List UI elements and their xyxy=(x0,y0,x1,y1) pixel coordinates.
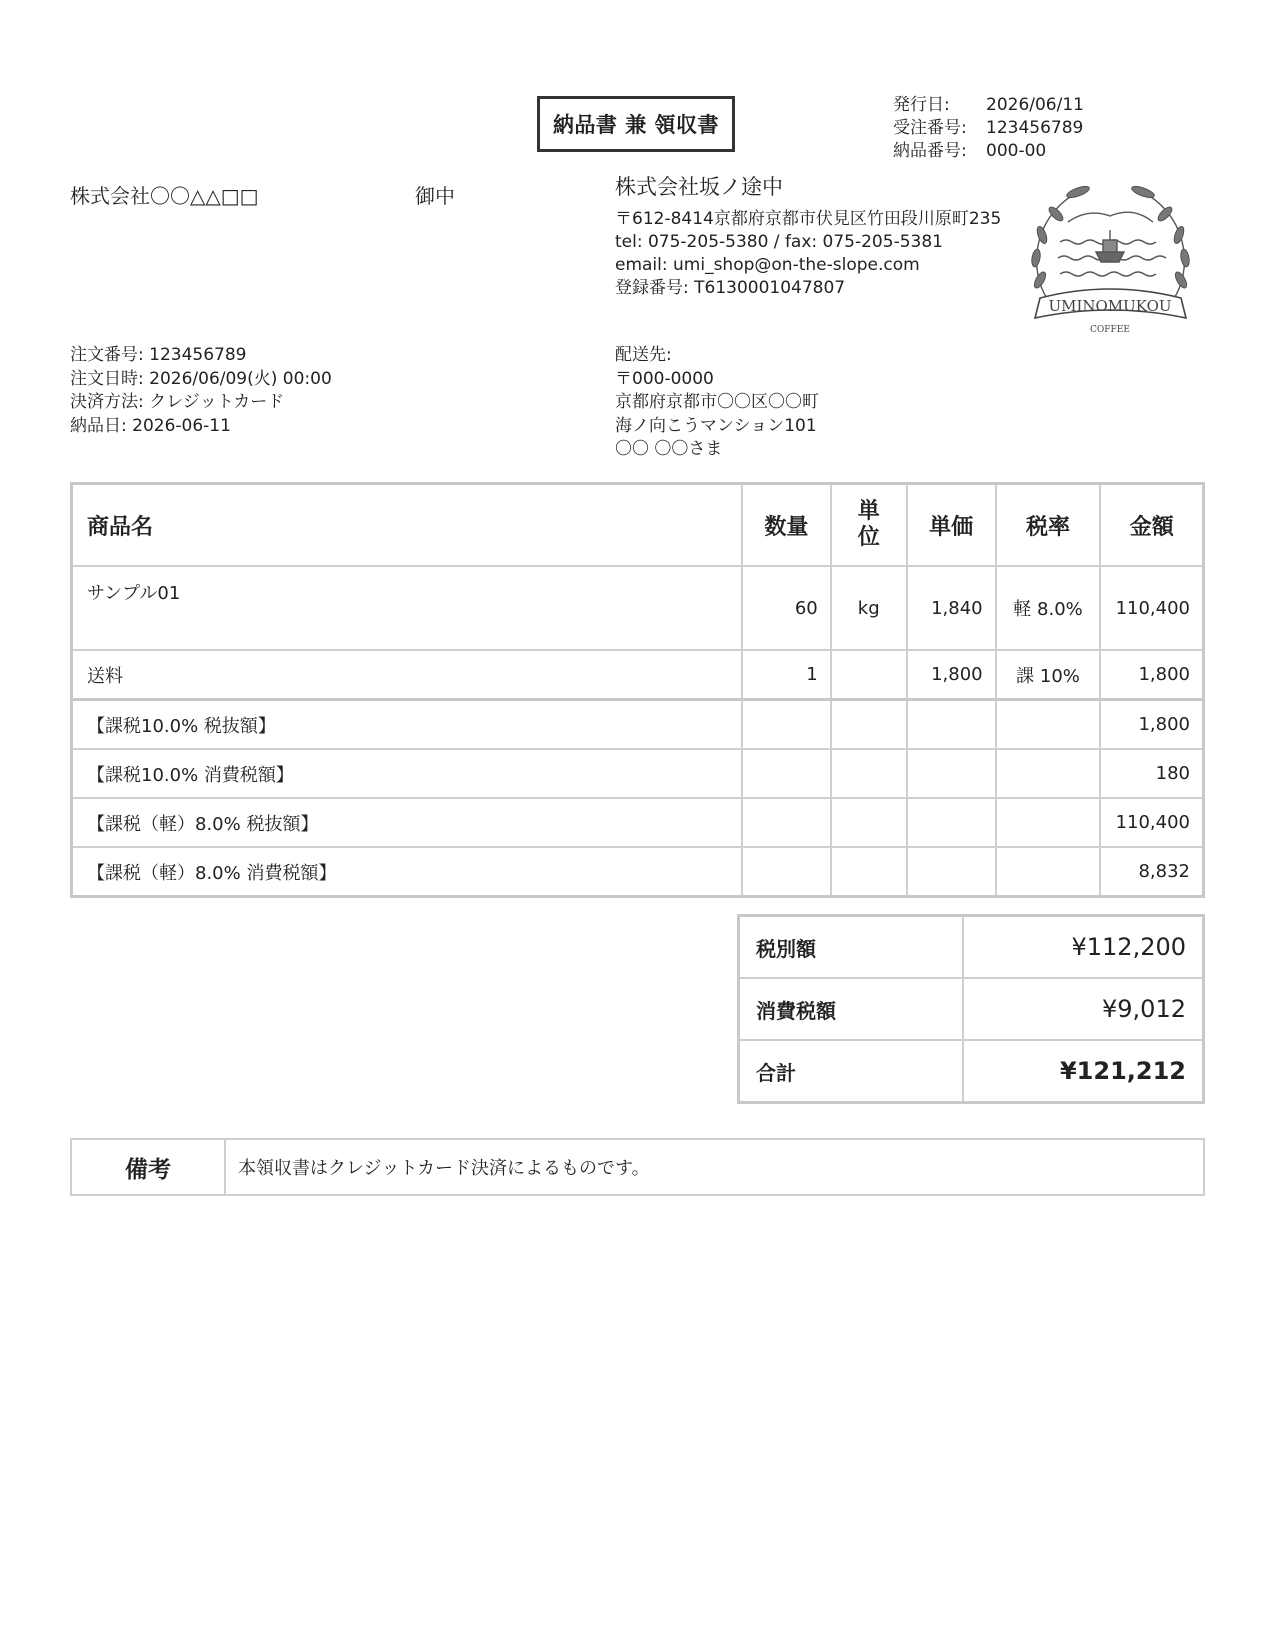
tax-summary-row xyxy=(72,798,1204,847)
shipping-postal: 〒000-0000 xyxy=(615,368,714,389)
item-price: 1,800 xyxy=(907,650,996,700)
grand-total-row xyxy=(739,1040,1204,1103)
recipient-honorific: 御中 xyxy=(415,184,455,208)
totals-value: ¥9,012 xyxy=(963,978,1204,1040)
item-unit: kg xyxy=(831,566,907,650)
item-price: 1,840 xyxy=(907,566,996,650)
header-qty: 数量 xyxy=(742,484,831,567)
summary-label: 【課税10.0% 税抜額】 xyxy=(72,700,742,750)
item-tax: 軽 8.0% xyxy=(996,566,1101,650)
table-header-row xyxy=(72,484,1204,567)
seller-name: 株式会社坂ノ途中 xyxy=(615,175,783,199)
header-unit: 単位 xyxy=(831,484,907,567)
remarks-table xyxy=(70,1138,1205,1196)
totals-label: 消費税額 xyxy=(739,978,964,1040)
seller-email: email: umi_shop@on-the-slope.com xyxy=(615,255,920,275)
seller-tel-fax: tel: 075-205-5380 / fax: 075-205-5381 xyxy=(615,232,943,252)
meta-value: 000-00 xyxy=(986,141,1047,161)
shipping-name: 〇〇 〇〇さま xyxy=(615,439,723,459)
uminomukou-logo xyxy=(1018,180,1203,340)
item-tax: 課 10% xyxy=(996,650,1101,700)
tax-summary-row xyxy=(72,847,1204,897)
subtotal-row xyxy=(739,916,1204,979)
seller-registration: 登録番号: T6130001047807 xyxy=(615,278,846,298)
issue-date-row xyxy=(893,94,1084,117)
tax-summary-row xyxy=(72,700,1204,750)
meta-label: 発行日: xyxy=(893,95,950,115)
summary-amount: 180 xyxy=(1100,749,1203,798)
seller-info xyxy=(615,176,1001,300)
summary-label: 【課税10.0% 消費税額】 xyxy=(72,749,742,798)
recipient-name: 株式会社〇〇△△□□ xyxy=(70,184,259,208)
delivery-number-row xyxy=(893,140,1084,163)
item-qty: 60 xyxy=(742,566,831,650)
tax-summary-row xyxy=(72,749,1204,798)
totals-table xyxy=(737,914,1205,1104)
order-number: 注文番号: 123456789 xyxy=(70,345,247,365)
items-table xyxy=(70,482,1205,898)
document-meta xyxy=(893,94,1084,163)
delivery-date: 納品日: 2026-06-11 xyxy=(70,415,231,436)
logo-subtext: COFFEE xyxy=(1090,325,1130,335)
header-amount: 金額 xyxy=(1100,484,1203,567)
meta-label: 納品番号: xyxy=(893,141,967,161)
document-title: 納品書 兼 領収書 xyxy=(537,96,735,152)
item-qty: 1 xyxy=(742,650,831,700)
meta-value: 123456789 xyxy=(986,118,1084,138)
remarks-text: 本領収書はクレジットカード決済によるものです。 xyxy=(225,1139,1204,1195)
seller-address: 〒612-8414京都府京都市伏見区竹田段川原町235 xyxy=(615,209,1002,229)
table-row xyxy=(72,566,1204,650)
shipping-address1: 京都府京都市〇〇区〇〇町 xyxy=(615,392,819,412)
shipping-address2: 海ノ向こうマンション101 xyxy=(615,415,817,436)
header-price: 単価 xyxy=(907,484,996,567)
item-name: サンプル01 xyxy=(72,566,742,650)
summary-amount: 1,800 xyxy=(1100,700,1203,750)
totals-value: ¥112,200 xyxy=(963,916,1204,979)
item-unit xyxy=(831,650,907,700)
header-tax: 税率 xyxy=(996,484,1101,567)
consumption-tax-row xyxy=(739,978,1204,1040)
meta-value: 2026/06/11 xyxy=(986,95,1084,115)
shipping-label: 配送先: xyxy=(615,345,672,365)
summary-label: 【課税（軽）8.0% 消費税額】 xyxy=(72,847,742,897)
summary-label: 【課税（軽）8.0% 税抜額】 xyxy=(72,798,742,847)
order-datetime: 注文日時: 2026/06/09(火) 00:00 xyxy=(70,368,332,389)
item-name: 送料 xyxy=(72,650,742,700)
logo-text: UMINOMUKOU xyxy=(1048,297,1172,315)
item-amount: 110,400 xyxy=(1100,566,1203,650)
summary-amount: 8,832 xyxy=(1100,847,1203,897)
payment-method: 決済方法: クレジットカード xyxy=(70,392,285,412)
meta-label: 受注番号: xyxy=(893,118,967,138)
table-row xyxy=(72,650,1204,700)
totals-label: 合計 xyxy=(739,1040,964,1103)
order-number-row xyxy=(893,117,1084,140)
order-info xyxy=(70,344,332,438)
remarks-label: 備考 xyxy=(71,1139,225,1195)
item-amount: 1,800 xyxy=(1100,650,1203,700)
shipping-info xyxy=(615,344,819,462)
header-name: 商品名 xyxy=(72,484,742,567)
totals-label: 税別額 xyxy=(739,916,964,979)
grand-total-value: ¥121,212 xyxy=(963,1040,1204,1103)
summary-amount: 110,400 xyxy=(1100,798,1203,847)
